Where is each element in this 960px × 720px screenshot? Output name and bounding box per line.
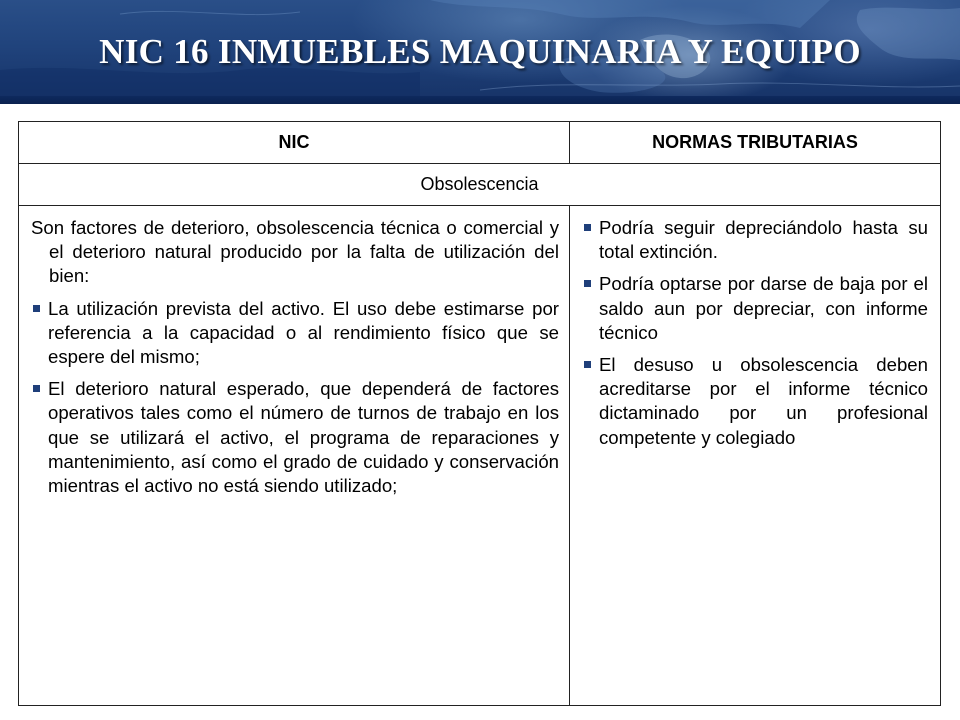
header-nic: NIC — [19, 122, 570, 164]
nic-column — [19, 206, 570, 706]
square-bullet-icon — [33, 385, 40, 392]
list-item-text: Podría optarse por darse de baja por el saldo aun por depreciar, con informe técnico — [599, 273, 928, 343]
content-row — [19, 206, 941, 706]
normas-tributarias-column — [570, 206, 941, 706]
slide-title: NIC 16 INMUEBLES MAQUINARIA Y EQUIPO — [99, 32, 861, 71]
list-item-text: El desuso u obsolescencia deben acreditarse por el informe técnico dictaminado por un profesional competente y colegiado — [599, 354, 928, 448]
banner-divider — [0, 96, 960, 104]
list-item — [31, 297, 559, 370]
square-bullet-icon — [584, 280, 591, 287]
list-item — [582, 272, 928, 345]
normas-bullet-list — [582, 216, 928, 450]
square-bullet-icon — [33, 305, 40, 312]
section-row — [19, 164, 941, 206]
list-item-text: El deterioro natural esperado, que dependerá de factores operativos tales como el número de turnos de trabajo en los que se utilizará el activo, el programa de reparaciones y mantenimiento, así como el grado de cuidado y conservación mientras el activo no está siendo utilizado; — [48, 378, 559, 497]
list-item — [582, 216, 928, 264]
header-normas-tributarias: NORMAS TRIBUTARIAS — [570, 122, 941, 164]
title-banner — [0, 0, 960, 104]
list-item — [582, 353, 928, 450]
square-bullet-icon — [584, 224, 591, 231]
section-label: Obsolescencia — [19, 164, 941, 206]
list-item — [31, 377, 559, 498]
nic-intro-text: Son factores de deterioro, obsolescencia técnica o comercial y el deterioro natural producido por la falta de utilización del bien: — [31, 217, 559, 287]
list-item-text: Podría seguir depreciándolo hasta su total extinción. — [599, 217, 928, 263]
nic-bullet-list — [31, 297, 559, 499]
square-bullet-icon — [584, 361, 591, 368]
list-item-text: La utilización prevista del activo. El uso debe estimarse por referencia a la capacidad o al rendimiento físico que se espere del mismo; — [48, 297, 559, 368]
comparison-table — [18, 121, 941, 706]
table-header-row — [19, 122, 941, 164]
